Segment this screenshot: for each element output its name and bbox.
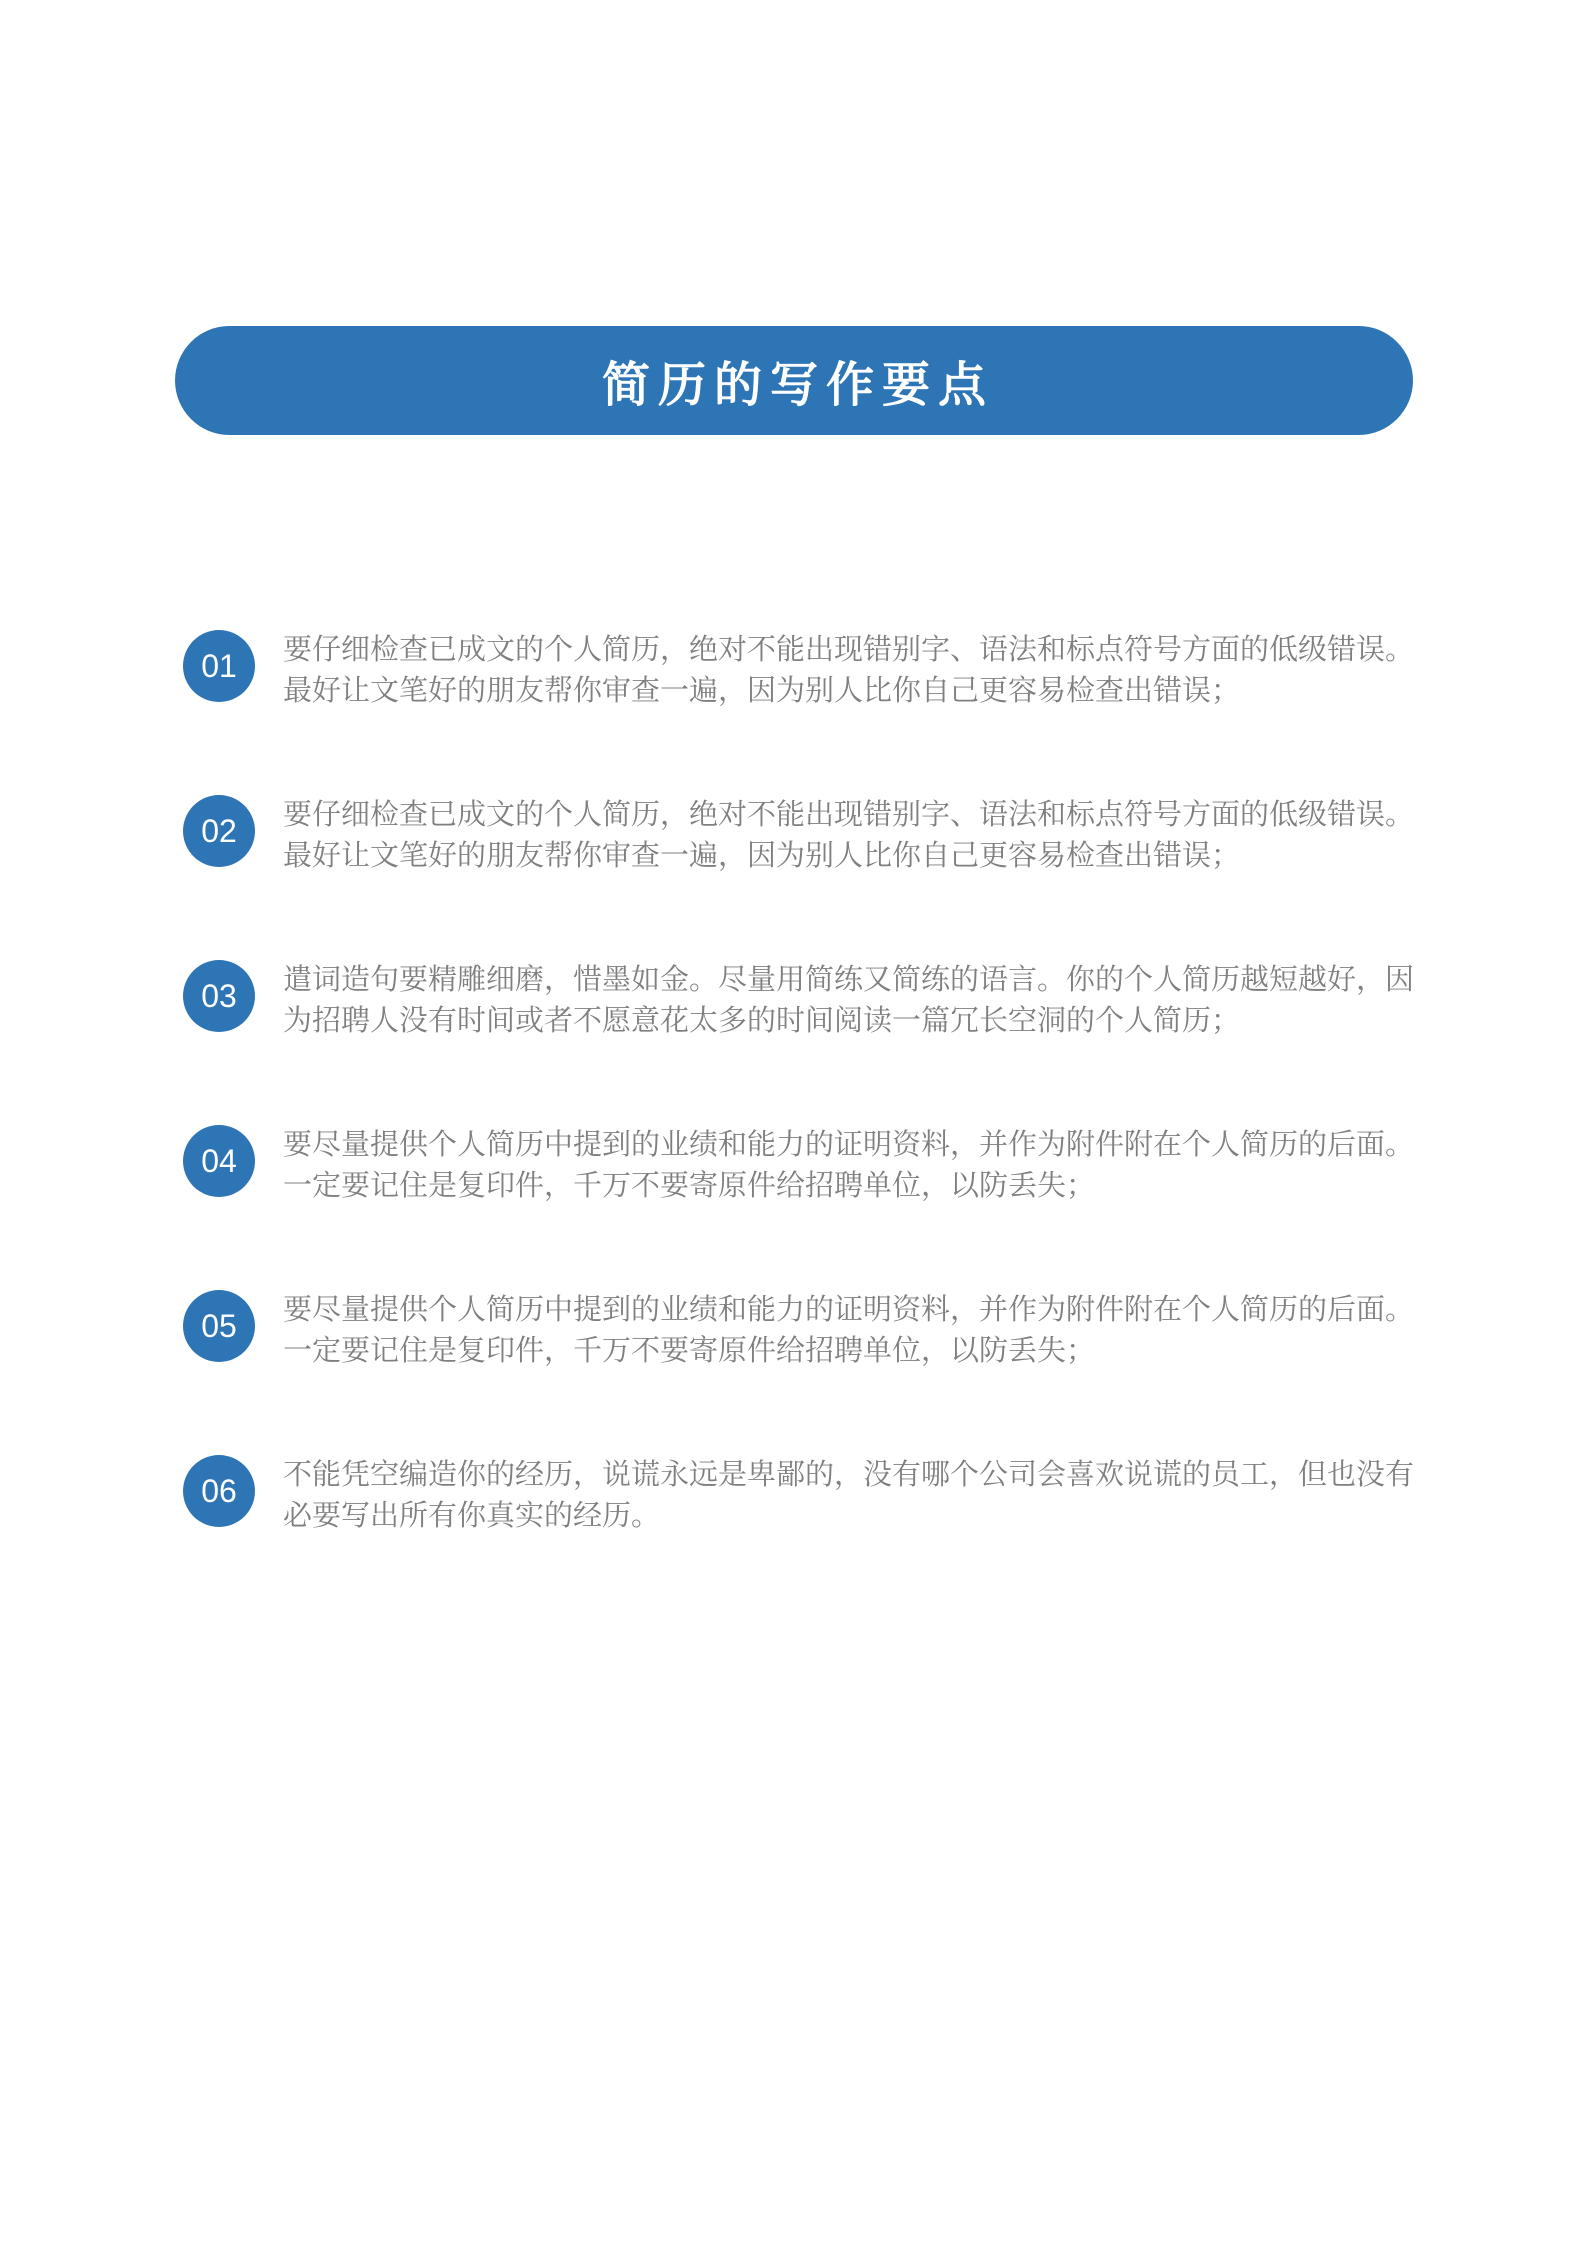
- list-item: [183, 1290, 1428, 1372]
- item-text: 要尽量提供个人简历中提到的业绩和能力的证明资料，并作为附件附在个人简历的后面。一定要记住是复印件，千万不要寄原件给招聘单位，以防丢失；: [283, 1129, 1415, 1202]
- item-number: 03: [201, 978, 237, 1014]
- item-number: 06: [201, 1473, 237, 1509]
- item-number-badge: [183, 1455, 255, 1527]
- item-number-badge: [183, 960, 255, 1032]
- item-text: 要仔细检查已成文的个人简历，绝对不能出现错别字、语法和标点符号方面的低级错误。最好让文笔好的朋友帮你审查一遍，因为别人比你自己更容易检查出错误；: [283, 634, 1415, 707]
- item-number: 04: [201, 1143, 237, 1179]
- item-number-badge: [183, 630, 255, 702]
- list-item: [183, 795, 1428, 877]
- item-number: 02: [201, 813, 237, 849]
- page-title: 简历的写作要点: [601, 359, 994, 412]
- item-number-badge: [183, 1290, 255, 1362]
- list-item: [183, 960, 1428, 1042]
- item-text: 遣词造句要精雕细磨，惜墨如金。尽量用简练又简练的语言。你的个人简历越短越好，因为招聘人没有时间或者不愿意花太多的时间阅读一篇冗长空洞的个人简历；: [283, 964, 1415, 1037]
- item-number: 05: [201, 1308, 237, 1344]
- list-item: [183, 630, 1428, 712]
- item-text: 要仔细检查已成文的个人简历，绝对不能出现错别字、语法和标点符号方面的低级错误。最好让文笔好的朋友帮你审查一遍，因为别人比你自己更容易检查出错误；: [283, 799, 1415, 872]
- section-title-banner: [175, 326, 1413, 435]
- item-text: 不能凭空编造你的经历，说谎永远是卑鄙的，没有哪个公司会喜欢说谎的员工，但也没有必要写出所有你真实的经历。: [283, 1459, 1415, 1532]
- item-number-badge: [183, 1125, 255, 1197]
- tips-list: [183, 630, 1428, 1620]
- item-number-badge: [183, 795, 255, 867]
- list-item: [183, 1455, 1428, 1537]
- item-number: 01: [201, 648, 237, 684]
- list-item: [183, 1125, 1428, 1207]
- item-text: 要尽量提供个人简历中提到的业绩和能力的证明资料，并作为附件附在个人简历的后面。一定要记住是复印件，千万不要寄原件给招聘单位，以防丢失；: [283, 1294, 1415, 1367]
